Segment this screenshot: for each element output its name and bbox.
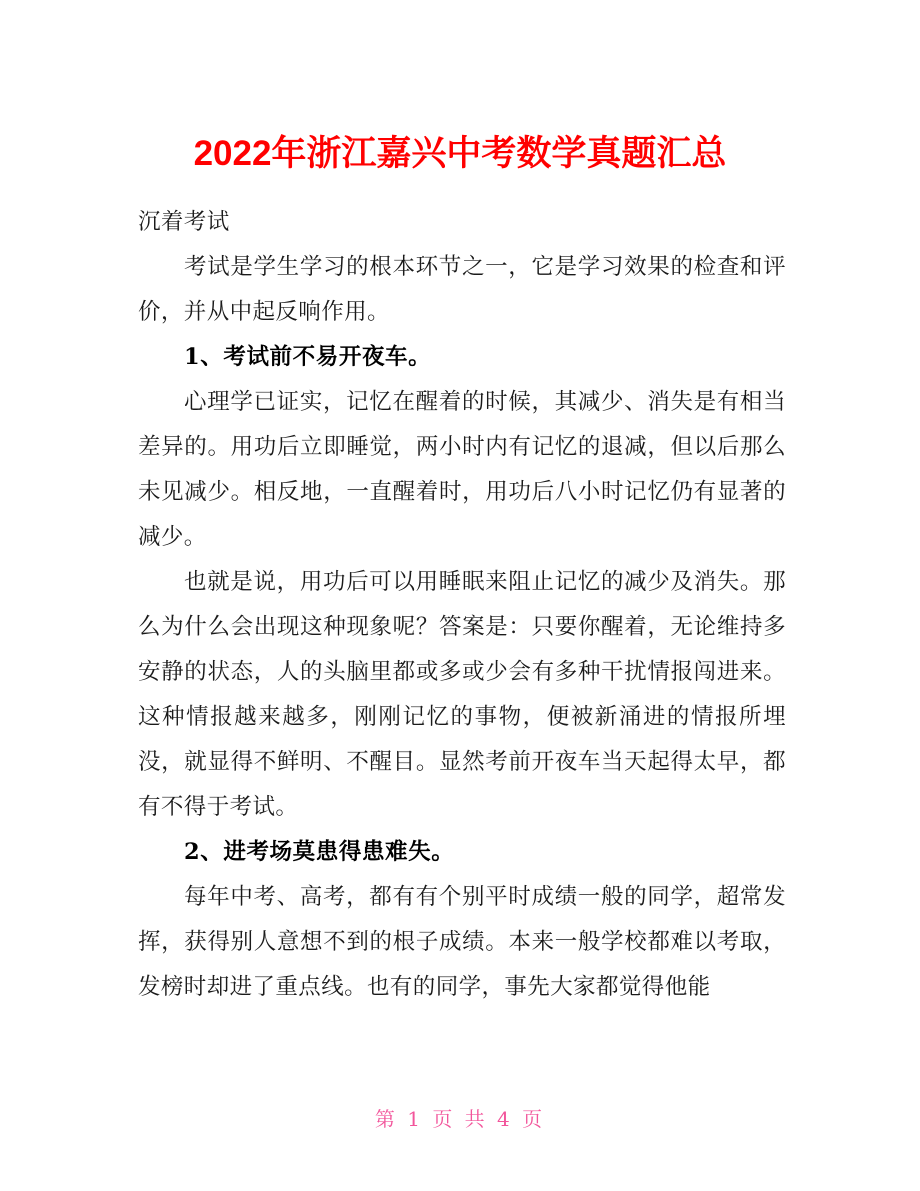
section-heading-1: 1、考试前不易开夜车。 <box>184 344 432 370</box>
paragraph-body-2: 也就是说，用功后可以用睡眠来阻止记忆的减少及消失。那么为什么会出现这种现象呢？答案是：只要你醒着，无论维持多安静的状态，人的头脑里都或多或少会有多种干扰情报闯进来。这种情报越来越多，刚刚记忆的事物，便被新涌进的情报所埋没，就显得不鲜明、不醒目。显然考前开夜车当天起得太早，都有不得于考试。 <box>138 569 786 820</box>
document-body <box>138 200 786 1010</box>
paragraph-intro: 考试是学生学习的根本环节之一，它是学习效果的检查和评价，并从中起反响作用。 <box>138 254 786 325</box>
paragraph-lead: 沉着考试 <box>138 209 230 235</box>
paragraph-body-1: 心理学已证实，记忆在醒着的时候，其减少、消失是有相当差异的。用功后立即睡觉，两小时内有记忆的退减，但以后那么未见减少。相反地，一直醒着时，用功后八小时记忆仍有显著的减少。 <box>138 389 786 550</box>
section-heading-2: 2、进考场莫患得患难失。 <box>184 839 455 865</box>
page-title: 2022年浙江嘉兴中考数学真题汇总 <box>193 134 727 174</box>
paragraph-body-3: 每年中考、高考，都有有个别平时成绩一般的同学，超常发挥，获得别人意想不到的根子成绩。本来一般学校都难以考取，发榜时却进了重点线。也有的同学，事先大家都觉得他能 <box>138 884 786 1000</box>
page-footer: 第 1 页 共 4 页 <box>374 1107 546 1131</box>
